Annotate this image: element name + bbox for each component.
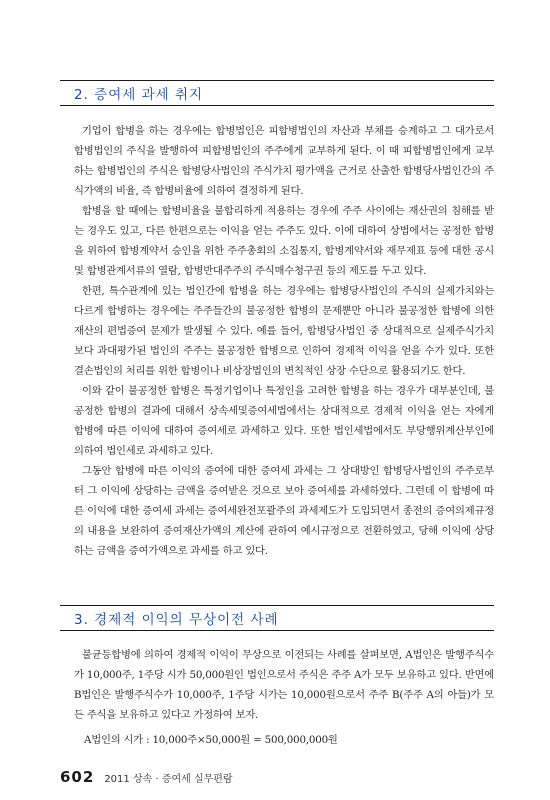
section-2-header	[60, 80, 494, 106]
paragraph: 불균등합병에 의하여 경제적 이익이 무상으로 이전되는 사례를 살펴보면, A법인은 발행주식수가 10,000주, 1주당 시가 50,000원인 법인으로서 주식은 주주 A가 모두 보유하고 있다. 반면에 B법인은 발행주식수가 10,000주, 1주당 시가는 10,000원으로서 주주 B(주주 A의 아들)가 모든 주식을 보유하고 있다고 가정하여 보자.	[74, 649, 494, 721]
page-footer	[60, 768, 233, 786]
section-3-body	[74, 645, 494, 725]
section-3-title: 3. 경제적 이익의 무상이전 사례	[74, 612, 279, 628]
paragraph: 이와 같이 불공정한 합병은 특정기업이나 특정인을 고려한 합병을 하는 경우가 대부분인데, 불공정한 합병의 결과에 대해서 상속세및증여세법에서는 상대적으로 경제적 이익을 얻는 자에게 합병에 따른 이익에 대하여 증여세로 과세하고 있다. 또한 법인세법에서도 부당행위계산부인에 의하여 법인세로 과세하고 있다.	[74, 385, 494, 457]
section-3-header	[60, 605, 494, 631]
book-title: 2011 상속 · 증여세 실무편람	[104, 774, 233, 785]
formula-line: A법인의 시가 : 10,000주×50,000원 = 500,000,000원	[84, 734, 338, 746]
section-2-body	[74, 121, 494, 561]
paragraph: 그동안 합병에 따른 이익의 증여에 대한 증여세 과세는 그 상대방인 합병당사법인의 주주로부터 그 이익에 상당하는 금액을 증여받은 것으로 보아 증여세를 과세하였다. 그런데 이 합병에 따른 이익에 대한 증여세 과세는 증여세완전포괄주의 과세제도가 도입되면서 종전의 증여의제규정의 내용을 보완하여 증여재산가액의 계산에 관하여 예시규정으로 전환하였고, 당해 이익에 상당하는 금액을 증여가액으로 과세를 하고 있다.	[74, 465, 494, 557]
paragraph: 합병을 할 때에는 합병비율을 불합리하게 적용하는 경우에 주주 사이에는 재산권의 침해를 받는 경우도 있고, 다른 한편으로는 이익을 얻는 주주도 있다. 이에 대하여 상법에서는 공정한 합병을 위하여 합병계약서 승인을 위한 주주총회의 소집통지, 합병계약서와 재무제표 등에 대한 공시 및 합병관계서류의 열람, 합병반대주주의 주식매수청구권 등의 제도를 두고 있다.	[74, 205, 494, 277]
paragraph: 기업이 합병을 하는 경우에는 합병법인은 피합병법인의 자산과 부채를 승계하고 그 대가로서 합병법인의 주식을 발행하여 피합병법인의 주주에게 교부하게 된다. 이 때 피합병법인에게 교부하는 합병법인의 주식은 합병당사법인의 주식가치 평가액을 근거로 산출한 합병당사법인간의 주식가액의 비율, 즉 합병비율에 의하여 결정하게 된다.	[74, 125, 494, 197]
section-2-title: 2. 증여세 과세 취지	[74, 87, 204, 103]
paragraph: 한편, 특수관계에 있는 법인간에 합병을 하는 경우에는 합병당사법인의 주식의 실제가치와는 다르게 합병하는 경우에는 주주들간의 불공정한 합병의 문제뿐만 아니라 불공정한 합병에 의한 재산의 편법증여 문제가 발생될 수 있다. 예를 들어, 합병당사법인 중 상대적으로 실제주식가치보다 과대평가된 법인의 주주는 불공정한 합병으로 인하여 경제적 이익을 얻을 수가 있다. 또한 결손법인의 처리를 위한 합병이나 비상장법인의 변칙적인 상장 수단으로 활용되기도 한다.	[74, 285, 494, 377]
page-number: 602	[60, 768, 95, 786]
